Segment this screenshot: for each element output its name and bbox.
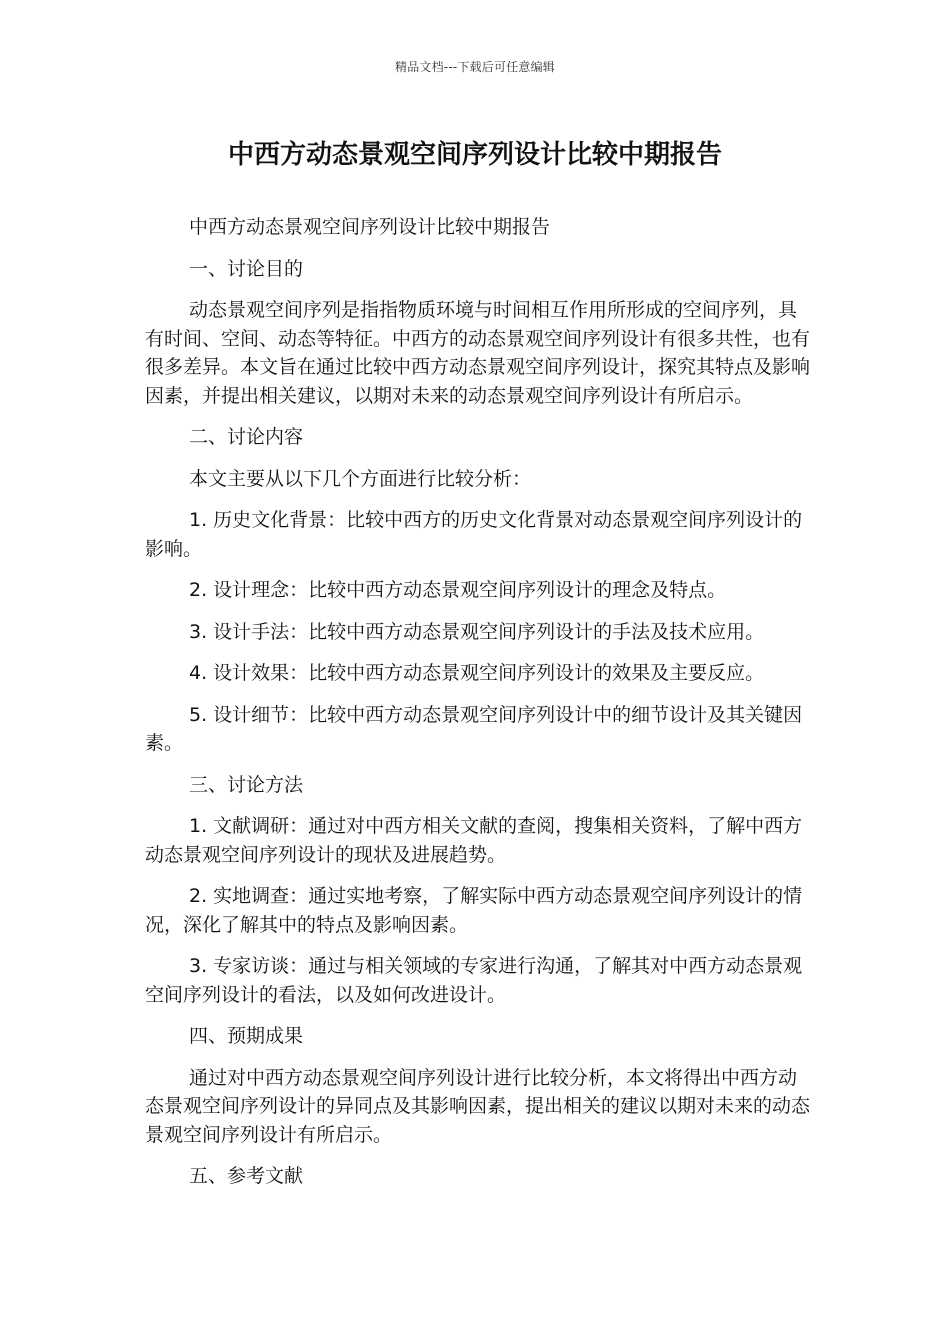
section-heading: 三、讨论方法 — [189, 773, 304, 796]
list-item: 3. 设计手法：比较中西方动态景观空间序列设计的手法及技术应用。 — [189, 620, 765, 643]
paragraph: 动态景观空间序列是指指物质环境与时间相互作用所形成的空间序列，具有时间、空间、动态等特征。中西方的动态景观空间序列设计有很多共性，也有很多差异。本文旨在通过比较中西方动态景观空间序列设计，探究其特点及影响因素，并提出相关建议，以期对未来的动态景观空间序列设计有所启示。 — [145, 299, 811, 407]
section-heading: 二、讨论内容 — [189, 426, 304, 448]
document-title: 中西方动态景观空间序列设计比较中期报告 — [227, 140, 722, 170]
section-heading: 五、参考文献 — [189, 1165, 304, 1187]
section-heading: 四、预期成果 — [189, 1025, 304, 1047]
section-heading: 一、讨论目的 — [189, 257, 304, 280]
list-item: 2. 实地调查：通过实地考察，了解实际中西方动态景观空间序列设计的情况，深化了解其中的特点及影响因素。 — [145, 885, 803, 936]
list-item: 1. 文献调研：通过对中西方相关文献的查阅，搜集相关资料，了解中西方动态景观空间序列设计的现状及进展趋势。 — [145, 815, 803, 866]
paragraph: 中西方动态景观空间序列设计比较中期报告 — [189, 216, 551, 238]
list-item: 3. 专家访谈：通过与相关领域的专家进行沟通，了解其对中西方动态景观空间序列设计的看法，以及如何改进设计。 — [145, 955, 803, 1006]
paragraph: 本文主要从以下几个方面进行比较分析： — [189, 467, 532, 490]
paragraph: 通过对中西方动态景观空间序列设计进行比较分析，本文将得出中西方动态景观空间序列设计的异同点及其影响因素，提出相关的建议以期对未来的动态景观空间序列设计有所启示。 — [145, 1066, 811, 1146]
list-item: 2. 设计理念：比较中西方动态景观空间序列设计的理念及特点。 — [189, 579, 727, 601]
header-note: 精品文档---下载后可任意编辑 — [395, 60, 555, 74]
list-item: 5. 设计细节：比较中西方动态景观空间序列设计中的细节设计及其关键因素。 — [145, 703, 803, 754]
list-item: 1. 历史文化背景：比较中西方的历史文化背景对动态景观空间序列设计的影响。 — [145, 509, 803, 560]
document-body — [145, 213, 810, 1204]
list-item: 4. 设计效果：比较中西方动态景观空间序列设计的效果及主要反应。 — [189, 662, 765, 684]
